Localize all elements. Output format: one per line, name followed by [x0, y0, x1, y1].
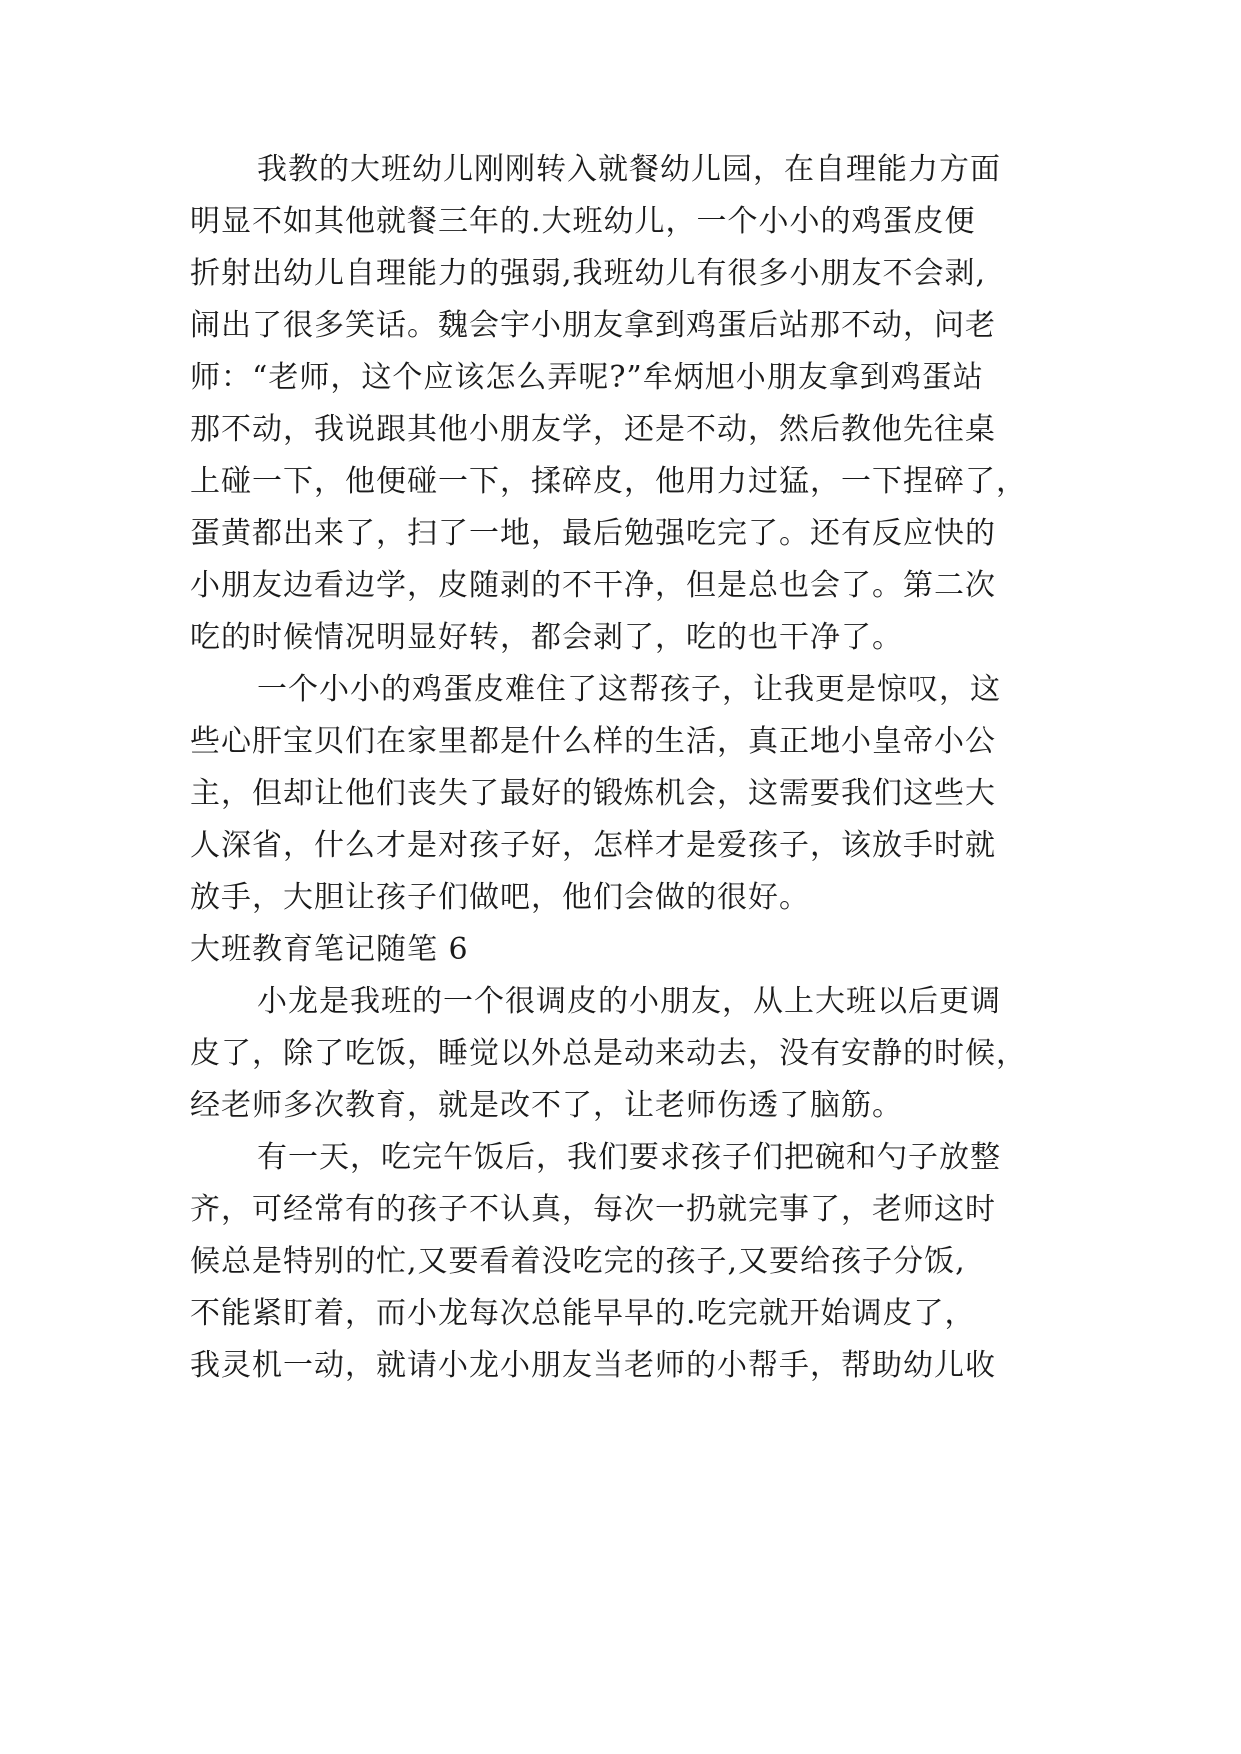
paragraph-line: 皮了，除了吃饭，睡觉以外总是动来动去，没有安静的时候，: [190, 1036, 1027, 1071]
paragraph-line: 吃的时候情况明显好转，都会剥了，吃的也干净了。: [190, 620, 903, 655]
paragraph-line: 人深省，什么才是对孩子好，怎样才是爱孩子，该放手时就: [190, 828, 996, 863]
paragraph-line: 我灵机一动，就请小龙小朋友当老师的小帮手，帮助幼儿收: [190, 1348, 996, 1383]
paragraph-line: 经老师多次教育，就是改不了，让老师伤透了脑筋。: [190, 1088, 903, 1123]
section-heading: 大班教育笔记随笔 6: [190, 932, 469, 967]
paragraph-line: 小龙是我班的一个很调皮的小朋友，从上大班以后更调: [257, 984, 1001, 1019]
paragraph-line: 放手，大胆让孩子们做吧，他们会做的很好。: [190, 880, 810, 915]
paragraph-line: 上碰一下，他便碰一下，揉碎皮，他用力过猛，一下捏碎了，: [190, 464, 1027, 499]
paragraph-line: 师：“老师，这个应该怎么弄呢?”牟炳旭小朋友拿到鸡蛋站: [190, 360, 984, 395]
paragraph-line: 我教的大班幼儿刚刚转入就餐幼儿园，在自理能力方面: [257, 152, 1001, 187]
paragraph-line: 蛋黄都出来了，扫了一地，最后勉强吃完了。还有反应快的: [190, 516, 996, 551]
paragraph-line: 齐，可经常有的孩子不认真，每次一扔就完事了，老师这时: [190, 1192, 996, 1227]
paragraph-line: 一个小小的鸡蛋皮难住了这帮孩子，让我更是惊叹，这: [257, 672, 1001, 707]
paragraph-line: 主，但却让他们丧失了最好的锻炼机会，这需要我们这些大: [190, 776, 996, 811]
paragraph-line: 那不动，我说跟其他小朋友学，还是不动，然后教他先往桌: [190, 412, 996, 447]
paragraph-line: 明显不如其他就餐三年的.大班幼儿，一个小小的鸡蛋皮便: [190, 204, 976, 239]
paragraph-line: 有一天，吃完午饭后，我们要求孩子们把碗和勺子放整: [257, 1140, 1001, 1175]
paragraph-line: 些心肝宝贝们在家里都是什么样的生活，真正地小皇帝小公: [190, 724, 996, 759]
paragraph-line: 候总是特别的忙,又要看着没吃完的孩子,又要给孩子分饭,: [190, 1244, 966, 1279]
paragraph-line: 不能紧盯着，而小龙每次总能早早的.吃完就开始调皮了，: [190, 1296, 976, 1331]
paragraph-line: 小朋友边看边学，皮随剥的不干净，但是总也会了。第二次: [190, 568, 996, 603]
paragraph-line: 闹出了很多笑话。魏会宇小朋友拿到鸡蛋后站那不动，问老: [190, 308, 996, 343]
paragraph-line: 折射出幼儿自理能力的强弱,我班幼儿有很多小朋友不会剥,: [190, 256, 987, 291]
